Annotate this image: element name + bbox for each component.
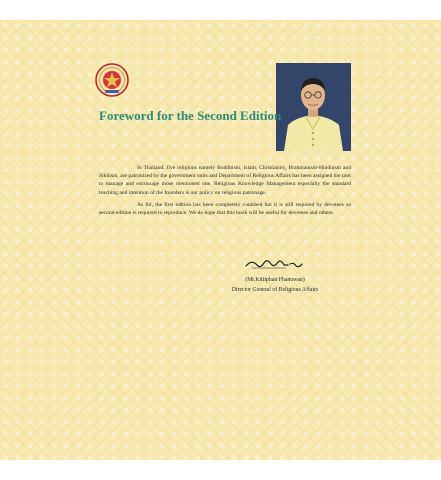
foreword-paragraph-1: In Thailand, five religions namely Buddhism, Islam, Christianity, Brahmanism-Hinduism and Sikhism, are patronized by the government units and Department of Religious Affairs has been assigned the task to manage and encourage those mentioned one. Religious Knowledge Management especially the standard teaching and intention of the founders is our policy on religious patronage. — [99, 165, 351, 196]
signature-icon — [244, 256, 304, 272]
director-portrait-photo — [276, 63, 351, 151]
foreword-paragraph-2: As for, the first edition has been completely vanished but it is still required by devotees so second edition is required to reproduce. We do hope that this book will be useful for devotees and others. — [99, 201, 351, 217]
signatory-name: (Mr.Kittiphan Phanuwan) — [245, 277, 305, 283]
foreword-page — [0, 20, 441, 460]
foreword-body — [99, 164, 351, 221]
department-seal-icon — [95, 63, 129, 97]
signatory-title: Director General of Religious Affairs — [231, 287, 319, 293]
page-title: Foreword for the Second Edition — [99, 108, 282, 123]
portrait-illustration-icon — [276, 63, 351, 151]
